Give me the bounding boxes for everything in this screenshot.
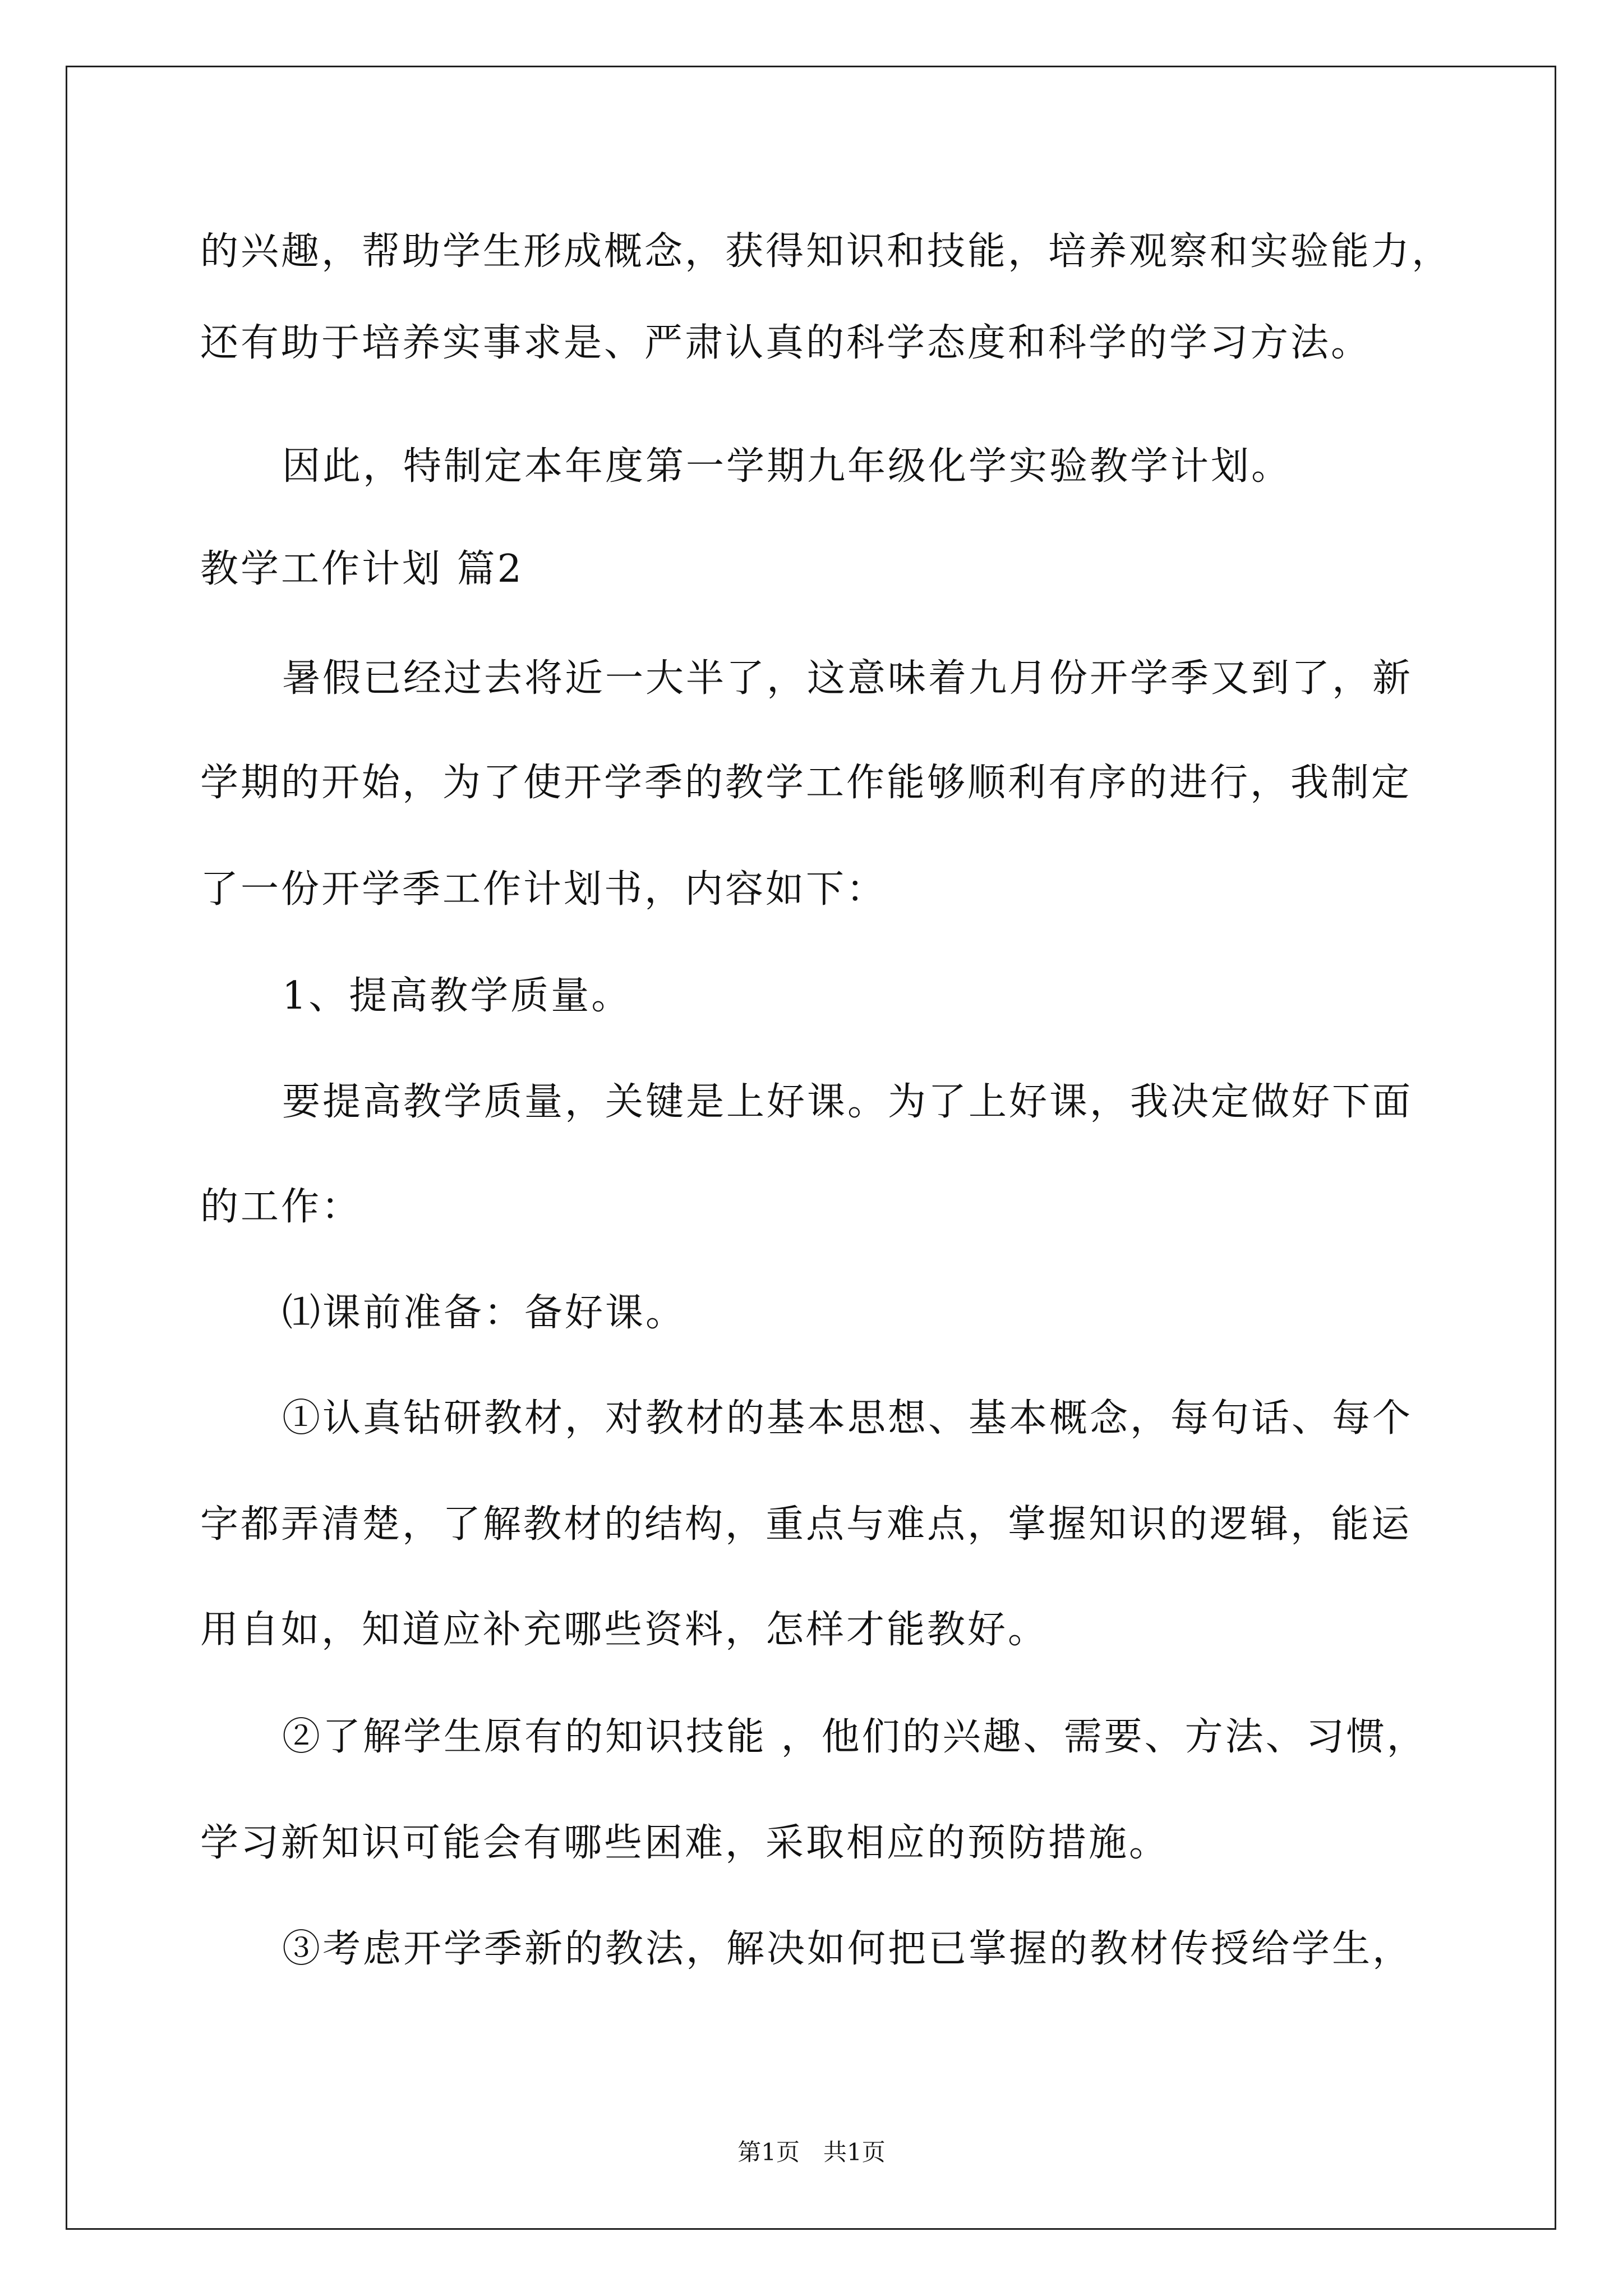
text-line: 要提高教学质量，关键是上好课。为了上好课，我决定做好下面 xyxy=(282,1080,1413,1124)
text-line: ①认真钻研教材，对教材的基本思想、基本概念，每句话、每个 xyxy=(282,1396,1413,1441)
text-line: 因此，特制定本年度第一学期九年级化学实验教学计划。 xyxy=(282,444,1292,489)
page-border xyxy=(66,66,1556,2230)
text-line: 暑假已经过去将近一大半了，这意味着九月份开学季又到了，新 xyxy=(282,656,1413,701)
page-footer: 第1页 共1页 xyxy=(737,2138,886,2166)
section-heading: 教学工作计划 篇2 xyxy=(200,547,524,591)
text-line: 用自如，知道应补充哪些资料，怎样才能教好。 xyxy=(200,1608,1049,1652)
text-line: 字都弄清楚，了解教材的结构，重点与难点，掌握知识的逻辑，能运 xyxy=(200,1502,1412,1547)
text-line: 的兴趣，帮助学生形成概念，获得知识和技能，培养观察和实验能力， xyxy=(200,229,1453,274)
text-line: ②了解学生原有的知识技能 ，他们的兴趣、需要、方法、习惯， xyxy=(282,1715,1427,1759)
text-line: 了一份开学季工作计划书，内容如下： xyxy=(200,867,887,912)
text-line: ⑴课前准备：备好课。 xyxy=(282,1291,686,1335)
text-line: 的工作： xyxy=(200,1185,362,1229)
text-line: 学期的开始，为了使开学季的教学工作能够顺利有序的进行，我制定 xyxy=(200,761,1412,805)
text-line: 学习新知识可能会有哪些困难，采取相应的预防措施。 xyxy=(200,1821,1170,1865)
text-line: 还有助于培养实事求是、严肃认真的科学态度和科学的学习方法。 xyxy=(200,321,1372,365)
text-line: ③考虑开学季新的教法，解决如何把已掌握的教材传授给学生， xyxy=(282,1927,1413,1971)
text-line: 1、提高教学质量。 xyxy=(282,974,632,1018)
